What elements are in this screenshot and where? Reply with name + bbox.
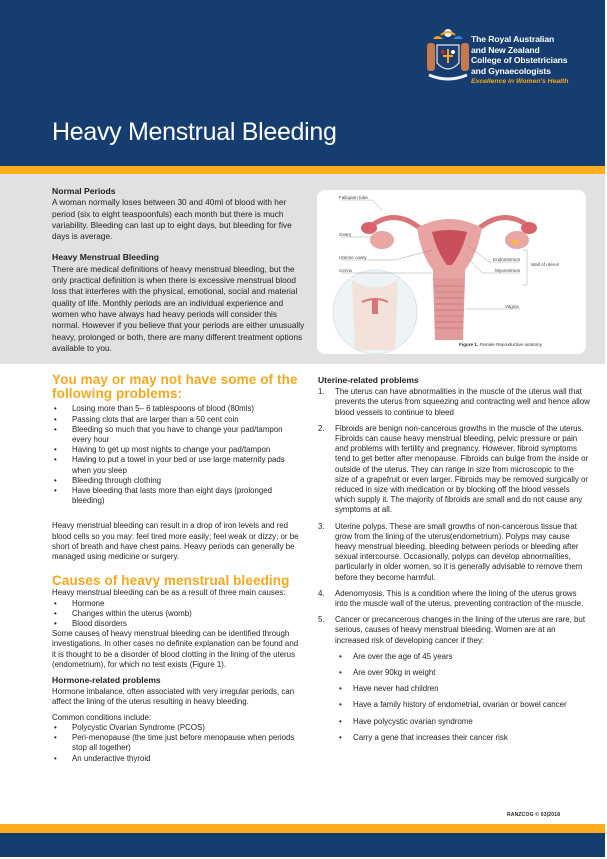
label-endometrium: Endometrium <box>493 257 521 262</box>
label-myometrium: Myometrium <box>495 268 521 273</box>
org-name-line: and New Zealand <box>471 44 540 55</box>
footer-stripe <box>0 824 605 833</box>
page-title: Heavy Menstrual Bleeding <box>52 118 337 146</box>
list-item: • Polycystic Ovarian Syndrome (PCOS) <box>52 723 300 733</box>
uterine-list <box>318 387 590 743</box>
org-tagline: Excellence in Women's Health <box>471 78 569 85</box>
item-number: 2. <box>318 423 325 433</box>
list-item: • Have never had children <box>339 684 590 694</box>
list-item: • Have a family history of endometrial, ovarian or bowel cancer <box>339 700 590 710</box>
org-name <box>471 34 567 76</box>
item-number: 3. <box>318 521 325 531</box>
uterine-heading: Uterine-related problems <box>318 375 419 385</box>
header-banner <box>0 0 605 166</box>
list-item: • Hormone <box>52 599 300 609</box>
figure-caption-label: Figure 1. <box>459 342 479 347</box>
item-text: Adenomyosis. This is a condition where the lining of the uterus grows into the muscle wall of the uterus, preventing contraction of the muscle. <box>335 588 584 609</box>
label-uterine-cavity: Uterine cavity <box>339 255 367 260</box>
anatomy-figure <box>317 190 586 354</box>
ranzcog-crest-icon <box>423 25 473 85</box>
list-item <box>318 387 590 418</box>
org-name-line: The Royal Australian <box>471 34 555 44</box>
label-ovary: Ovary <box>339 232 352 237</box>
org-name-line: College of Obstetricians <box>471 55 568 66</box>
list-item: • Are over the age of 45 years <box>339 652 590 662</box>
left-column <box>52 373 300 764</box>
item-number: 4. <box>318 588 325 598</box>
item-text: Cancer or precancerous changes in the lining of the uterus are rare, but serious, causes of heavy menstrual bleeding. Women are at an increased risk of developing cancer if they: <box>335 615 586 645</box>
list-item: • Bleeding through clothing <box>52 476 300 486</box>
figure-caption <box>459 342 542 347</box>
list-item: • Are over 90kg in weight <box>339 668 590 678</box>
list-item: • Have polycystic ovarian syndrome <box>339 717 590 727</box>
figure-caption-text: Female Reproductive anatomy <box>479 342 542 347</box>
item-text: Fibroids are benign non-cancerous growths in the muscle of the uterus. Fibroids can cause heavy menstrual bleeding, pelvic pressure or pain and problems with fertility and pregnancy. However, fibroid symptoms tend to get better after menopause. Fibroids can bulge from the inside or outside of the uterus. They can range in size from microscopic to the size of a grapefruit or even larger. Fibroids may be removed surgically or reduced in size with medication or by blocking off the blood vessels which supply it. The majority of fibroids are small and do not cause any symptoms at all. <box>335 423 589 515</box>
list-item: • Losing more than 5– 6 tablespoons of blood (80mls) <box>52 404 300 414</box>
uterus-anatomy-illustration <box>317 190 586 354</box>
header-stripe <box>0 166 605 174</box>
list-item: • Carry a gene that increases their cancer risk <box>339 733 590 743</box>
hmb-text: There are medical definitions of heavy menstrual bleeding, but the only practical definition is when there is excessive menstrual blood loss that interferes with the physical, emotional, social and material quality of life. Monthly periods are an individual experience and women who have always had heavy periods will consider this normal. However if you believe that your periods are either unusually heavy, prolonged or both, there are many different treatment options available to you. <box>52 263 305 353</box>
list-item <box>318 424 590 516</box>
hmb-heading: Heavy Menstrual Bleeding <box>52 252 159 263</box>
causes-list <box>52 599 300 630</box>
item-number: 5. <box>318 615 325 625</box>
list-item: • Blood disorders <box>52 619 300 629</box>
normal-periods-heading: Normal Periods <box>52 186 116 196</box>
risk-factor-list <box>339 652 590 743</box>
causes-text: Some causes of heavy menstrual bleeding can be identified through investigations. In other cases no definite explanation can be found and it is thought to be a disorder of blood clotting in the lining of the uterus (endometrium), for which no test exists (Figure 1). <box>52 629 299 669</box>
org-name-line: and Gynaecologists <box>471 65 551 76</box>
hormone-text: Hormone imbalance, often associated with very irregular periods, can affect the lining of the uterus resulting in heavy bleeding. <box>52 687 295 707</box>
conditions-intro: Common conditions include: <box>52 712 152 722</box>
label-fallopian-tube: Fallopian tube <box>339 195 368 200</box>
item-text: Uterine polyps. These are small growths of non-cancerous tissue that grow from the lining of the uterus(endometrium). Polyps may cause heavy menstrual bleeding, bleeding between periods or bleeding after sexual intercourse. Occasionally, polyps can develop abnormalities, particularly in older women, so it is generally advisable to remove them before they become harmful. <box>335 521 583 582</box>
list-item: • Having to get up most nights to change your pad/tampon <box>52 445 300 455</box>
list-item: • Passing clots that are larger than a 50 cent coin <box>52 415 300 425</box>
normal-periods-text: A woman normally loses between 30 and 40ml of blood with her period (six to eight teaspoonfuls) each month but there is much variability. Bleeding can last up to eight days, but bleeding for five days is average. <box>52 197 292 242</box>
copyright-notice: RANZCOG © 03|2018 <box>507 812 561 818</box>
list-item: • Bleeding so much that you have to change your pad/tampon every hour <box>52 425 300 445</box>
problems-heading: You may or may not have some of the following problems: <box>52 372 298 402</box>
causes-heading: Causes of heavy menstrual bleeding <box>52 573 290 589</box>
hormone-heading: Hormone-related problems <box>52 675 161 686</box>
item-number: 1. <box>318 387 325 397</box>
list-item: • Having to put a towel in your bed or use large maternity pads when you sleep <box>52 455 300 475</box>
list-item: • Have bleeding that lasts more than eight days (prolonged bleeding) <box>52 486 300 506</box>
list-item: • Peri-menopause (the time just before menopause when periods stop all together) <box>52 733 300 753</box>
item-text: The uterus can have abnormalities in the muscle of the uterus wall that prevents the uterus from squeezing and contracting well and hence allow blood vessels to continue to bleed <box>335 387 590 417</box>
label-cervix: Cervix <box>339 268 353 273</box>
consequence-text: Heavy menstrual bleeding can result in a drop of iron levels and red blood cells so you may: feel tired more easily; feel weak or dizzy; or be short of breath and have chest pains. Heavy periods can generally be managed using medicine or surgery. <box>52 521 299 562</box>
list-item: • Changes within the uterus (womb) <box>52 609 300 619</box>
causes-intro: Heavy menstrual bleeding can be as a result of three main causes: <box>52 588 286 598</box>
right-column <box>318 375 590 749</box>
conditions-list <box>52 723 300 764</box>
footer-banner <box>0 833 605 857</box>
list-item <box>318 615 590 743</box>
list-item: • An underactive thyroid <box>52 754 300 764</box>
list-item <box>318 522 590 583</box>
list-item <box>318 589 590 609</box>
label-wall-of-uterus: Wall of uterus <box>531 262 559 267</box>
intro-text <box>52 186 307 364</box>
label-vagina: Vagina <box>505 304 519 309</box>
problems-list <box>52 404 300 506</box>
